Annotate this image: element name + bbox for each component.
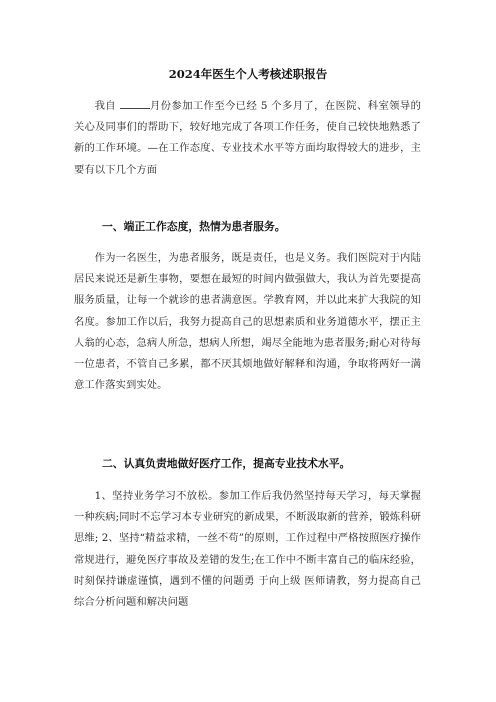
intro-paragraph (74, 96, 421, 181)
document-title: 2024年医生个人考核述职报告 (168, 67, 328, 81)
section-heading-1: 一、端正工作态度，热情为患者服务。 (102, 220, 286, 233)
section-heading-2: 二、认真负责地做好医疗工作，提高专业技术水平。 (102, 457, 351, 470)
section-1-paragraph: 作为一名医生，为患者服务，既是责任，也是义务。我们医院对于内陆居民来说还是新生事物，要想在最短的时间内做强做大，我认为首先要提高服务质量，让每一个就诊的患者满意医。学教育网，并以此来扩大我院的知名度。参加工作以后，我努力提高自己的思想素质和业务道德水平，摆正主人翁的心态，急病人所急，想病人所想，竭尽全能地为患者服务;耐心对待每一位患者，不管自己多累，都不厌其烦地做好解释和沟通，争取将两好一满意工作落实到实处。 (74, 252, 421, 392)
blank-underline (120, 99, 150, 109)
intro-text: 月份参加工作至今已经 5 个多月了，在医院、科室领导的关心及同事们的帮助下，较好地完成了各项工作任务，使自己较快地熟悉了新的工作环境。—在工作态度、专业技术水平等方面均取得较大的进步，主要有以下几个方面 (74, 100, 422, 176)
section-2-paragraph: 1、坚持业务学习不放松。参加工作后我仍然坚持每天学习，每天掌握一种疾病;同时不忘学习本专业研究的新成果，不断汲取新的营养，锻炼科研思维; 2、坚持“精益求精，一丝不苟”的原则，工作过程中严格按照医疗操作常规进行，避免医疗事故及差错的发生;在工作中不断丰富自己的临床经验，时刻保持谦虚谨慎，遇到不懂的问题勇 于向上级 医师请教，努力提高自己综合分析问题和解决问题 (74, 490, 421, 609)
intro-prefix: 我自 (94, 100, 120, 112)
